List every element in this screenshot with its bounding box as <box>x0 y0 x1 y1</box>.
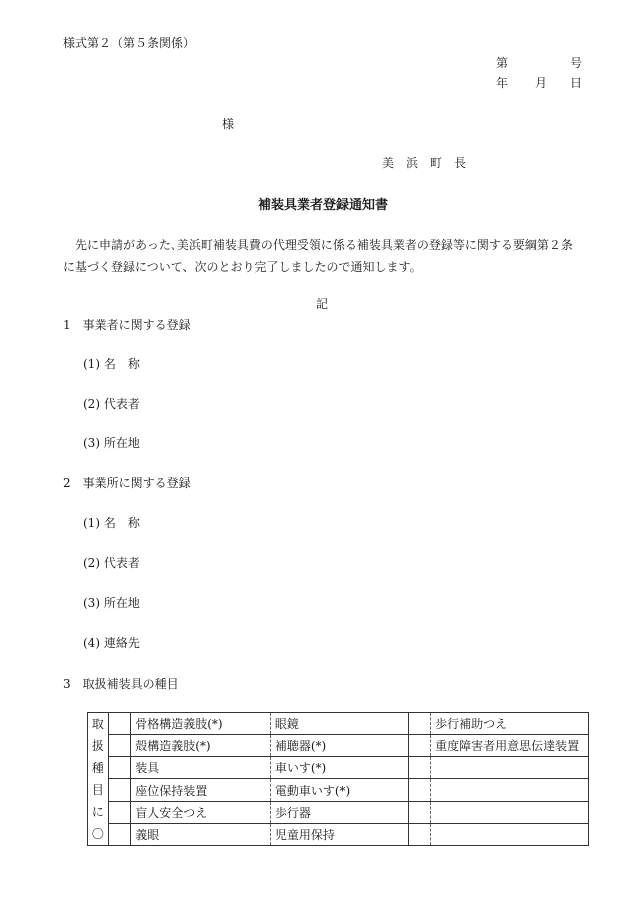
section-1-item-name: (1) 名 称 <box>83 357 140 371</box>
equip-name: 児童用保持 <box>270 823 408 845</box>
equip-name: 歩行補助つえ <box>431 713 589 735</box>
equip-name: 義眼 <box>131 823 271 845</box>
check-cell[interactable] <box>108 801 130 823</box>
document-title: 補装具業者登録通知書 <box>258 198 389 213</box>
addressee-honorific: 様 <box>222 117 235 131</box>
table-row <box>88 735 589 757</box>
label-char: 目 <box>91 783 104 797</box>
ki-marker: 記 <box>316 297 329 311</box>
equip-name <box>431 779 589 801</box>
equip-name: 殻構造義肢(*) <box>131 735 271 757</box>
equip-name <box>431 801 589 823</box>
table-row <box>88 757 589 779</box>
table-row <box>88 713 589 735</box>
section-2-heading: 2 事業所に関する登録 <box>63 476 191 490</box>
label-char: に <box>91 805 104 819</box>
equip-name: 歩行器 <box>270 801 408 823</box>
check-cell[interactable] <box>108 779 130 801</box>
section-2-item-representative: (2) 代表者 <box>83 556 140 570</box>
check-cell[interactable] <box>108 823 130 845</box>
doc-number-prefix: 第 <box>496 56 509 70</box>
equip-name: 座位保持装置 <box>131 779 271 801</box>
equip-name: 骨格構造義肢(*) <box>131 713 271 735</box>
check-instruction-label <box>88 713 109 846</box>
check-cell[interactable] <box>408 801 430 823</box>
body-line-1: 先に申請があった､美浜町補装具費の代理受領に係る補装具業者の登録等に関する要綱第２条 <box>63 238 573 252</box>
check-cell[interactable] <box>408 779 430 801</box>
equip-name: 重度障害者用意思伝達装置 <box>431 735 589 757</box>
check-cell[interactable] <box>108 735 130 757</box>
equip-name: 車いす(*) <box>270 757 408 779</box>
section-3-heading: 3 取扱補装具の種目 <box>63 677 179 691</box>
check-cell[interactable] <box>408 823 430 845</box>
equip-name: 補聴器(*) <box>270 735 408 757</box>
equip-name <box>431 757 589 779</box>
label-char: 〇 <box>91 827 104 841</box>
check-cell[interactable] <box>408 735 430 757</box>
label-char: 種 <box>91 761 104 775</box>
equip-name <box>431 823 589 845</box>
equip-name: 眼鏡 <box>270 713 408 735</box>
sender-title: 美 浜 町 長 <box>382 156 467 170</box>
table-row <box>88 779 589 801</box>
section-2-item-contact: (4) 連絡先 <box>83 636 140 650</box>
check-cell[interactable] <box>108 757 130 779</box>
doc-number-suffix: 号 <box>570 56 583 70</box>
section-1-heading: 1 事業者に関する登録 <box>63 318 191 332</box>
section-2-item-name: (1) 名 称 <box>83 516 140 530</box>
date-day: 日 <box>570 76 583 90</box>
body-line-2: に基づく登録について、次のとおり完了しましたので通知します。 <box>63 260 422 274</box>
form-number: 様式第２（第５条関係） <box>63 36 196 50</box>
check-cell[interactable] <box>408 713 430 735</box>
table-row <box>88 823 589 845</box>
equipment-type-table <box>87 712 589 846</box>
date-month: 月 <box>535 76 548 90</box>
equip-name: 盲人安全つえ <box>131 801 271 823</box>
label-char: 扱 <box>91 739 104 753</box>
table-row <box>88 801 589 823</box>
label-char: 取 <box>91 717 104 731</box>
section-2-item-address: (3) 所在地 <box>83 596 140 610</box>
equip-name: 装具 <box>131 757 271 779</box>
equip-name: 電動車いす(*) <box>270 779 408 801</box>
check-cell[interactable] <box>108 713 130 735</box>
date-year: 年 <box>496 76 509 90</box>
check-cell[interactable] <box>408 757 430 779</box>
section-1-item-address: (3) 所在地 <box>83 436 140 450</box>
section-1-item-representative: (2) 代表者 <box>83 397 140 411</box>
